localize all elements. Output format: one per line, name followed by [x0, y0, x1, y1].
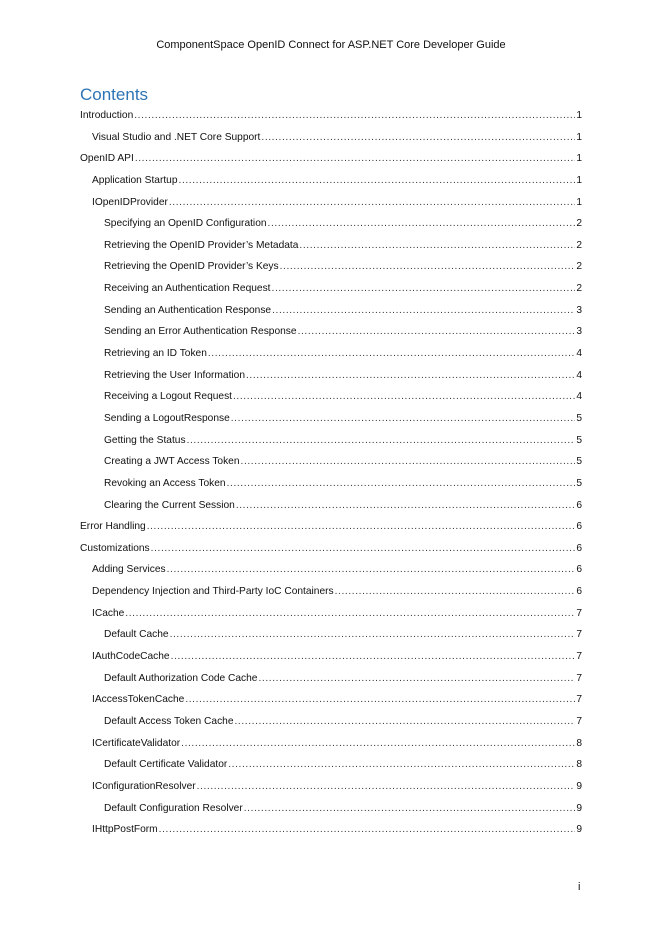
toc-entry-page[interactable]: 4	[576, 348, 582, 360]
toc-dot-leader	[208, 347, 575, 360]
toc-entry-title[interactable]: OpenID API	[80, 153, 134, 165]
toc-entry-page[interactable]: 7	[576, 629, 582, 641]
toc-entry-page[interactable]: 1	[576, 174, 582, 186]
toc-entry[interactable]	[80, 131, 582, 153]
toc-dot-leader	[151, 542, 576, 555]
toc-entry-page[interactable]: 5	[576, 456, 582, 468]
toc-dot-leader	[241, 455, 576, 468]
toc-dot-leader	[187, 434, 576, 447]
toc-entry-title[interactable]: Customizations	[80, 542, 150, 554]
toc-dot-leader	[147, 520, 576, 533]
toc-entry-title[interactable]: Default Authorization Code Cache	[104, 672, 258, 684]
toc-entry-title[interactable]: Error Handling	[80, 521, 146, 533]
toc-entry[interactable]	[80, 650, 582, 672]
toc-dot-leader	[280, 260, 576, 273]
toc-entry[interactable]	[80, 520, 582, 542]
toc-dot-leader	[268, 217, 576, 230]
toc-entry-title[interactable]: Application Startup	[92, 174, 178, 186]
toc-entry-title[interactable]: Revoking an Access Token	[104, 477, 226, 489]
toc-entry-page[interactable]: 6	[576, 521, 582, 533]
toc-entry-title[interactable]: Introduction	[80, 110, 134, 121]
toc-entry[interactable]	[80, 369, 582, 391]
toc-entry[interactable]	[80, 823, 582, 845]
toc-entry[interactable]	[80, 542, 582, 564]
toc-entry-page[interactable]: 7	[576, 651, 582, 663]
toc-entry-page[interactable]: 2	[576, 283, 582, 295]
toc-entry-title[interactable]: Sending a LogoutResponse	[104, 412, 230, 424]
toc-entry[interactable]	[80, 174, 582, 196]
toc-entry[interactable]	[80, 282, 582, 304]
toc-entry-title[interactable]: IAccessTokenCache	[92, 694, 185, 706]
toc-entry[interactable]	[80, 802, 582, 824]
toc-dot-leader	[169, 196, 575, 209]
toc-entry-page[interactable]: 5	[576, 412, 582, 424]
toc-entry[interactable]	[80, 217, 582, 239]
contents-title: Contents	[80, 85, 149, 104]
toc-dot-leader	[272, 282, 576, 295]
toc-entry-page[interactable]: 7	[576, 607, 582, 619]
toc-entry-page[interactable]: 1	[576, 131, 582, 143]
toc-dot-leader	[134, 109, 575, 122]
toc-dot-leader	[236, 499, 576, 512]
toc-entry-title[interactable]: ICertificateValidator	[92, 737, 181, 749]
toc-entry-title[interactable]: ICache	[92, 607, 125, 619]
toc-dot-leader	[299, 239, 575, 252]
toc-entry-page[interactable]: 4	[576, 391, 582, 403]
toc-entry[interactable]	[80, 563, 582, 585]
toc-entry-page[interactable]: 9	[576, 824, 582, 836]
toc-dot-leader	[272, 304, 575, 317]
toc-entry-title[interactable]: Default Access Token Cache	[104, 715, 234, 727]
toc-dot-leader	[179, 174, 576, 187]
toc-entry-page[interactable]: 2	[576, 261, 582, 273]
toc-entry-title[interactable]: Clearing the Current Session	[104, 499, 235, 511]
toc-dot-leader	[258, 672, 575, 685]
page-header: ComponentSpace OpenID Connect for ASP.NET Core Developer Guide	[156, 39, 506, 51]
toc-entry-page[interactable]: 3	[576, 326, 582, 338]
toc-entry-title[interactable]: Retrieving the OpenID Provider’s Metadata	[104, 239, 299, 251]
toc-entry[interactable]	[80, 607, 582, 629]
toc-entry[interactable]	[80, 455, 582, 477]
toc-dot-leader	[335, 585, 576, 598]
toc-entry-title[interactable]: Retrieving an ID Token	[104, 348, 207, 360]
toc-entry[interactable]	[80, 585, 582, 607]
toc-entry-title[interactable]: Visual Studio and .NET Core Support	[92, 131, 261, 143]
toc-entry-title[interactable]: IConfigurationResolver	[92, 780, 196, 792]
toc-entry-title[interactable]: Retrieving the OpenID Provider’s Keys	[104, 261, 279, 273]
toc-entry-title[interactable]: Sending an Error Authentication Response	[104, 326, 297, 338]
toc-dot-leader	[228, 758, 575, 771]
toc-entry[interactable]	[80, 152, 582, 174]
toc-dot-leader	[197, 780, 576, 793]
toc-entry[interactable]	[80, 758, 582, 780]
toc-entry-title[interactable]: Getting the Status	[104, 434, 186, 446]
toc-entry[interactable]	[80, 109, 582, 131]
toc-dot-leader	[298, 325, 576, 338]
toc-entry-title[interactable]: Adding Services	[92, 564, 166, 576]
toc-entry-page[interactable]: 2	[576, 239, 582, 251]
toc-entry-page[interactable]: 5	[576, 477, 582, 489]
toc-entry[interactable]	[80, 412, 582, 434]
toc-entry-page[interactable]: 8	[576, 759, 582, 771]
toc-entry[interactable]	[80, 434, 582, 456]
toc-entry-page[interactable]: 1	[576, 196, 582, 208]
toc-entry[interactable]	[80, 499, 582, 521]
toc-entry-page[interactable]: 7	[576, 715, 582, 727]
toc-dot-leader	[231, 412, 576, 425]
toc-entry[interactable]	[80, 304, 582, 326]
toc-entry-title[interactable]: Receiving a Logout Request	[104, 391, 232, 403]
toc-entry-page[interactable]: 6	[576, 564, 582, 576]
toc-entry-page[interactable]: 9	[576, 780, 582, 792]
toc-entry-title[interactable]: Dependency Injection and Third-Party IoC Containers	[92, 586, 334, 598]
toc-entry[interactable]	[80, 737, 582, 759]
toc-entry-page[interactable]: 9	[576, 802, 582, 814]
toc-entry-page[interactable]: 1	[576, 110, 582, 121]
table-of-contents	[80, 109, 582, 845]
toc-entry-page[interactable]: 6	[576, 586, 582, 598]
toc-entry[interactable]	[80, 693, 582, 715]
toc-dot-leader	[125, 607, 575, 620]
toc-entry-page[interactable]: 3	[576, 304, 582, 316]
toc-entry-page[interactable]: 5	[576, 434, 582, 446]
toc-entry-title[interactable]: Retrieving the User Information	[104, 369, 245, 381]
toc-dot-leader	[261, 131, 575, 144]
toc-entry-page[interactable]: 1	[576, 153, 582, 165]
toc-dot-leader	[235, 715, 576, 728]
toc-dot-leader	[244, 802, 576, 815]
toc-dot-leader	[170, 628, 576, 641]
toc-entry-title[interactable]: IHttpPostForm	[92, 824, 158, 836]
toc-entry[interactable]	[80, 239, 582, 261]
toc-entry-title[interactable]: IAuthCodeCache	[92, 651, 170, 663]
toc-dot-leader	[246, 369, 575, 382]
toc-entry[interactable]	[80, 672, 582, 694]
toc-dot-leader	[135, 152, 576, 165]
toc-entry-page[interactable]: 2	[576, 218, 582, 230]
toc-entry-title[interactable]: Default Cache	[104, 629, 169, 641]
toc-entry[interactable]	[80, 325, 582, 347]
toc-entry[interactable]	[80, 715, 582, 737]
toc-entry-page[interactable]: 6	[576, 542, 582, 554]
toc-entry-page[interactable]: 7	[576, 672, 582, 684]
page-number: i	[578, 881, 581, 893]
toc-entry[interactable]	[80, 347, 582, 369]
toc-entry[interactable]	[80, 780, 582, 802]
toc-entry-page[interactable]: 6	[576, 499, 582, 511]
toc-entry-title[interactable]: Default Configuration Resolver	[104, 802, 243, 814]
toc-dot-leader	[185, 693, 575, 706]
toc-entry[interactable]	[80, 260, 582, 282]
toc-entry-title[interactable]: IOpenIDProvider	[92, 196, 168, 208]
toc-entry-page[interactable]: 8	[576, 737, 582, 749]
toc-entry-title[interactable]: Default Certificate Validator	[104, 759, 228, 771]
toc-entry-page[interactable]: 7	[576, 694, 582, 706]
toc-entry[interactable]	[80, 628, 582, 650]
toc-entry[interactable]	[80, 196, 582, 218]
toc-dot-leader	[233, 390, 575, 403]
toc-dot-leader	[181, 737, 575, 750]
toc-dot-leader	[159, 823, 576, 836]
toc-entry-page[interactable]: 4	[576, 369, 582, 381]
toc-dot-leader	[171, 650, 576, 663]
toc-entry[interactable]	[80, 477, 582, 499]
toc-entry-title[interactable]: Creating a JWT Access Token	[104, 456, 240, 468]
toc-dot-leader	[227, 477, 576, 490]
toc-entry-title[interactable]: Specifying an OpenID Configuration	[104, 218, 267, 230]
toc-entry-title[interactable]: Receiving an Authentication Request	[104, 283, 271, 295]
toc-entry[interactable]	[80, 390, 582, 412]
toc-dot-leader	[167, 563, 576, 576]
toc-entry-title[interactable]: Sending an Authentication Response	[104, 304, 272, 316]
